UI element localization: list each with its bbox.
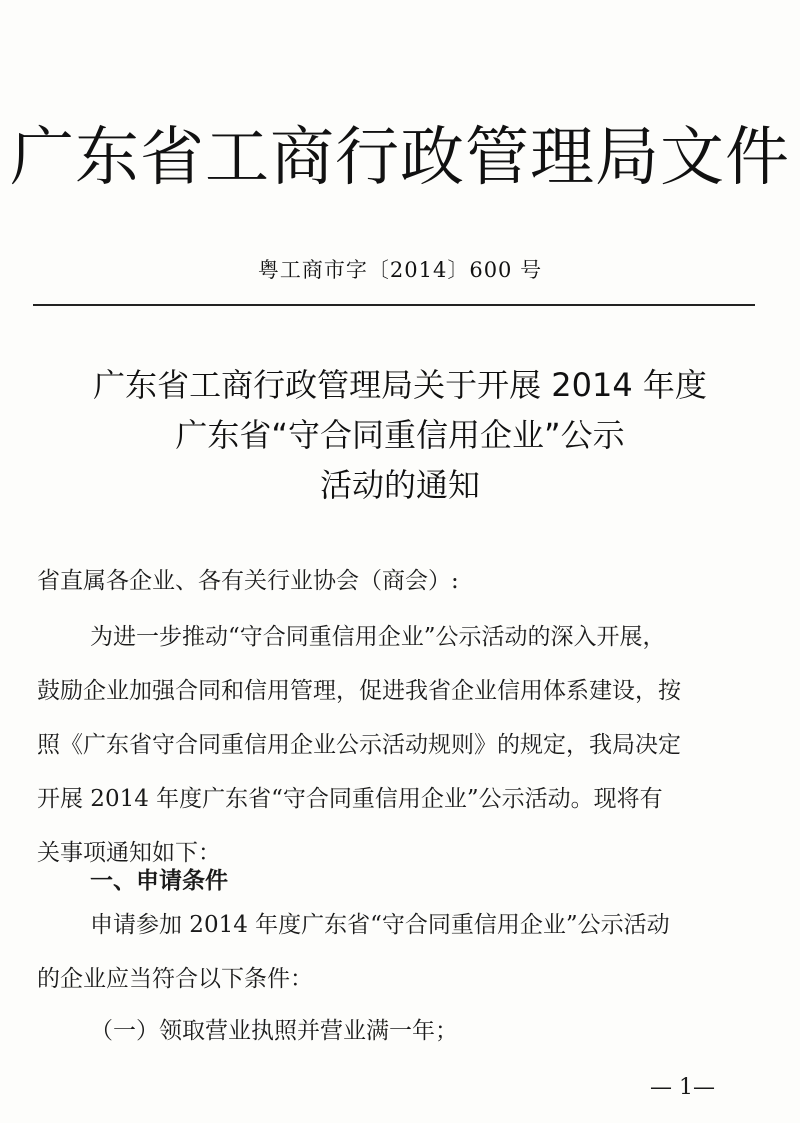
paragraph-2-line-1: 申请参加 2014 年度广东省“守合同重信用企业”公示活动 [90,912,670,938]
condition-item-1: （一）领取营业执照并营业满一年； [90,1018,458,1044]
document-issuer-header: 广东省工商行政管理局文件 [10,121,790,195]
paragraph-1-line-5: 关事项通知如下： [37,840,221,866]
document-title [0,360,800,510]
page-number: — 1— [650,1075,715,1100]
title-line-3: 活动的通知 [319,466,480,504]
paragraph-2-line-2: 的企业应当符合以下条件： [37,966,313,992]
paragraph-1-line-3: 照《广东省守合同重信用企业公示活动规则》的规定，我局决定 [37,732,681,758]
section-heading-application-conditions: 一、申请条件 [90,868,228,894]
paragraph-1-line-4: 开展 2014 年度广东省“守合同重信用企业”公示活动。现将有 [37,786,663,812]
paragraph-1-line-1: 为进一步推动“守合同重信用企业”公示活动的深入开展， [90,624,666,650]
document-number: 粤工商市字〔2014〕600 号 [257,258,543,282]
title-line-2: 广东省“守合同重信用企业”公示 [175,416,625,454]
paragraph-1-line-2: 鼓励企业加强合同和信用管理，促进我省企业信用体系建设，按 [37,678,681,704]
header-divider [33,304,755,306]
title-line-1: 广东省工商行政管理局关于开展 2014 年度 [93,366,707,404]
salutation: 省直属各企业、各有关行业协会（商会）: [37,568,459,594]
